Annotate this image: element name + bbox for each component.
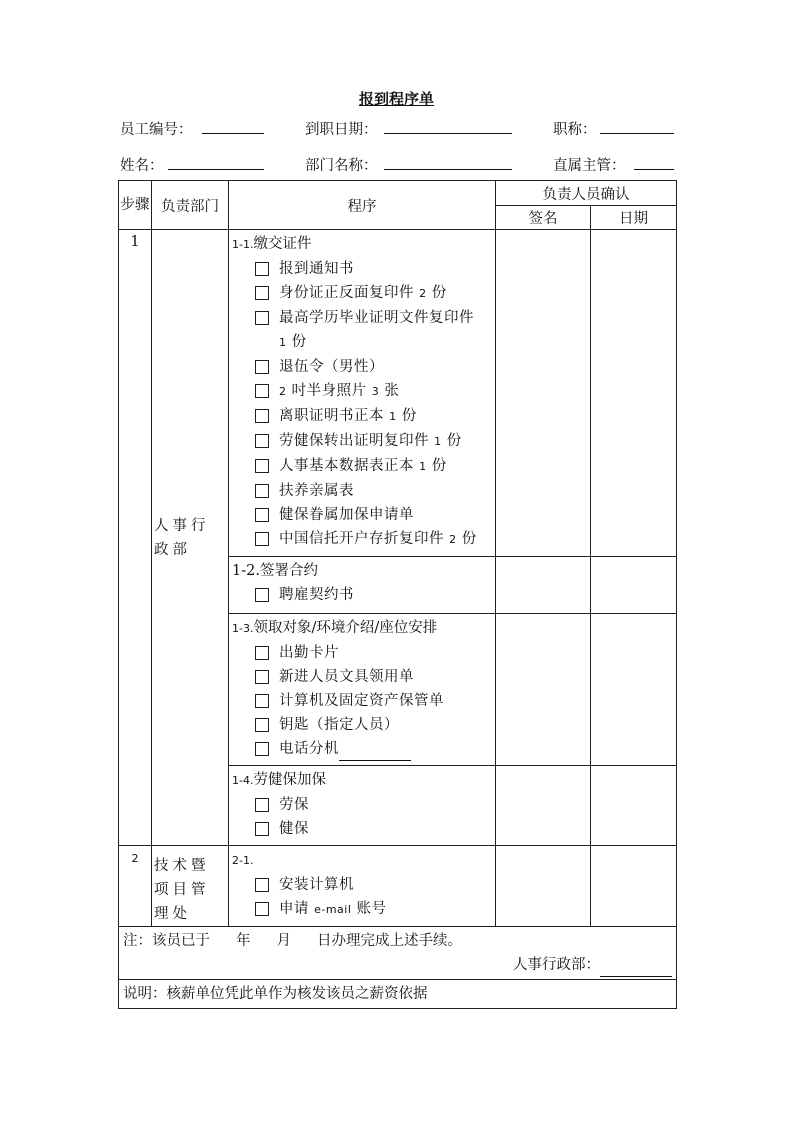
date-cell[interactable] <box>591 766 677 846</box>
header-sign: 签名 <box>496 206 591 230</box>
section-heading: 1-2.签署合约 <box>232 563 318 579</box>
hr-dept-label: 人事行政部： <box>513 957 600 973</box>
header-date: 日期 <box>591 206 677 230</box>
checklist-item[interactable]: 最高学历毕业证明文件复印件 1 份 <box>232 306 495 355</box>
checkbox[interactable] <box>255 311 269 325</box>
section-heading: 1-4.劳健保加保 <box>232 772 326 788</box>
checkbox[interactable] <box>255 694 269 708</box>
checkbox[interactable] <box>255 822 269 836</box>
date-cell[interactable] <box>591 230 677 557</box>
start-date-label: 到职日期： <box>305 122 378 138</box>
header-confirm: 负责人员确认 <box>496 181 677 206</box>
checklist-item[interactable]: 电话分机 <box>232 737 495 761</box>
checkbox[interactable] <box>255 532 269 546</box>
checklist-item[interactable]: 健保 <box>232 817 495 841</box>
checkbox[interactable] <box>255 742 269 756</box>
sign-cell[interactable] <box>496 766 591 846</box>
checklist-item[interactable]: 人事基本数据表正本 1 份 <box>232 454 495 479</box>
header-procedure: 程序 <box>229 181 496 230</box>
department-label: 部门名称： <box>305 158 378 174</box>
explanation-note: 说明：核薪单位凭此单作为核发该员之薪资依据 <box>119 980 677 1009</box>
checklist-item[interactable]: 申请 e-mail 账号 <box>232 897 495 922</box>
employee-no-label: 员工编号： <box>120 122 193 138</box>
checklist-item[interactable]: 计算机及固定资产保管单 <box>232 689 495 713</box>
checklist-item[interactable]: 扶养亲属表 <box>232 479 495 503</box>
checkbox[interactable] <box>255 878 269 892</box>
checklist-item[interactable]: 安装计算机 <box>232 873 495 897</box>
checkbox[interactable] <box>255 459 269 473</box>
section-heading: 2-1. <box>232 854 254 867</box>
checklist-item[interactable]: 劳保 <box>232 793 495 817</box>
checklist-item[interactable]: 2 吋半身照片 3 张 <box>232 379 495 404</box>
name-label: 姓名： <box>120 158 164 174</box>
section-2-1 <box>229 846 496 927</box>
name-field[interactable] <box>168 169 264 170</box>
checklist-item[interactable]: 出勤卡片 <box>232 641 495 665</box>
step-1-number: 1 <box>119 230 152 846</box>
checkbox[interactable] <box>255 798 269 812</box>
checklist-item[interactable]: 报到通知书 <box>232 257 495 281</box>
position-field[interactable] <box>600 133 674 134</box>
employee-no-field[interactable] <box>202 133 264 134</box>
step-2-number: 2 <box>119 846 152 927</box>
checkbox[interactable] <box>255 670 269 684</box>
completion-note: 注：该员已于 年 月 日办理完成上述手续。 人事行政部： <box>119 927 677 980</box>
section-1-2 <box>229 557 496 614</box>
checklist-item[interactable]: 健保眷属加保申请单 <box>232 503 495 527</box>
section-1-1 <box>229 230 496 557</box>
document-title: 报到程序单 <box>358 90 434 108</box>
department-field[interactable] <box>384 169 512 170</box>
checklist-item[interactable]: 新进人员文具领用单 <box>232 665 495 689</box>
section-heading: 1-3.领取对象/环境介绍/座位安排 <box>232 620 438 636</box>
header-step: 步骤 <box>119 181 152 230</box>
step-1-department: 人事行政部 <box>152 230 229 846</box>
checkbox[interactable] <box>255 384 269 398</box>
checkbox[interactable] <box>255 286 269 300</box>
checklist-item[interactable]: 退伍令（男性） <box>232 355 495 379</box>
checkbox[interactable] <box>255 409 269 423</box>
checklist-item[interactable]: 钥匙（指定人员） <box>232 713 495 737</box>
checkbox[interactable] <box>255 262 269 276</box>
supervisor-field[interactable] <box>634 169 674 170</box>
checklist-item[interactable]: 聘雇契约书 <box>232 583 495 607</box>
sign-cell[interactable] <box>496 614 591 766</box>
checkbox[interactable] <box>255 902 269 916</box>
sign-cell[interactable] <box>496 230 591 557</box>
checkbox[interactable] <box>255 508 269 522</box>
checklist-item[interactable]: 离职证明书正本 1 份 <box>232 404 495 429</box>
date-cell[interactable] <box>591 557 677 614</box>
checklist-item[interactable]: 中国信托开户存折复印件 2 份 <box>232 527 495 552</box>
checkbox[interactable] <box>255 718 269 732</box>
checklist-item[interactable]: 劳健保转出证明复印件 1 份 <box>232 429 495 454</box>
section-1-4 <box>229 766 496 846</box>
checkbox[interactable] <box>255 360 269 374</box>
supervisor-label: 直属主管： <box>553 158 626 174</box>
checkbox[interactable] <box>255 646 269 660</box>
procedure-table <box>118 180 677 1009</box>
date-cell[interactable] <box>591 614 677 766</box>
hr-dept-signature-field[interactable] <box>600 962 672 977</box>
section-1-3 <box>229 614 496 766</box>
checkbox[interactable] <box>255 484 269 498</box>
checkbox[interactable] <box>255 434 269 448</box>
extension-field[interactable] <box>339 746 411 761</box>
position-label: 职称： <box>553 122 597 138</box>
sign-cell[interactable] <box>496 846 591 927</box>
checklist-item[interactable]: 身份证正反面复印件 2 份 <box>232 281 495 306</box>
date-cell[interactable] <box>591 846 677 927</box>
sign-cell[interactable] <box>496 557 591 614</box>
section-heading: 1-1.缴交证件 <box>232 236 312 252</box>
checkbox[interactable] <box>255 588 269 602</box>
start-date-field[interactable] <box>384 133 512 134</box>
step-2-department: 技术暨项目管理处 <box>152 846 229 927</box>
header-department: 负责部门 <box>152 181 229 230</box>
